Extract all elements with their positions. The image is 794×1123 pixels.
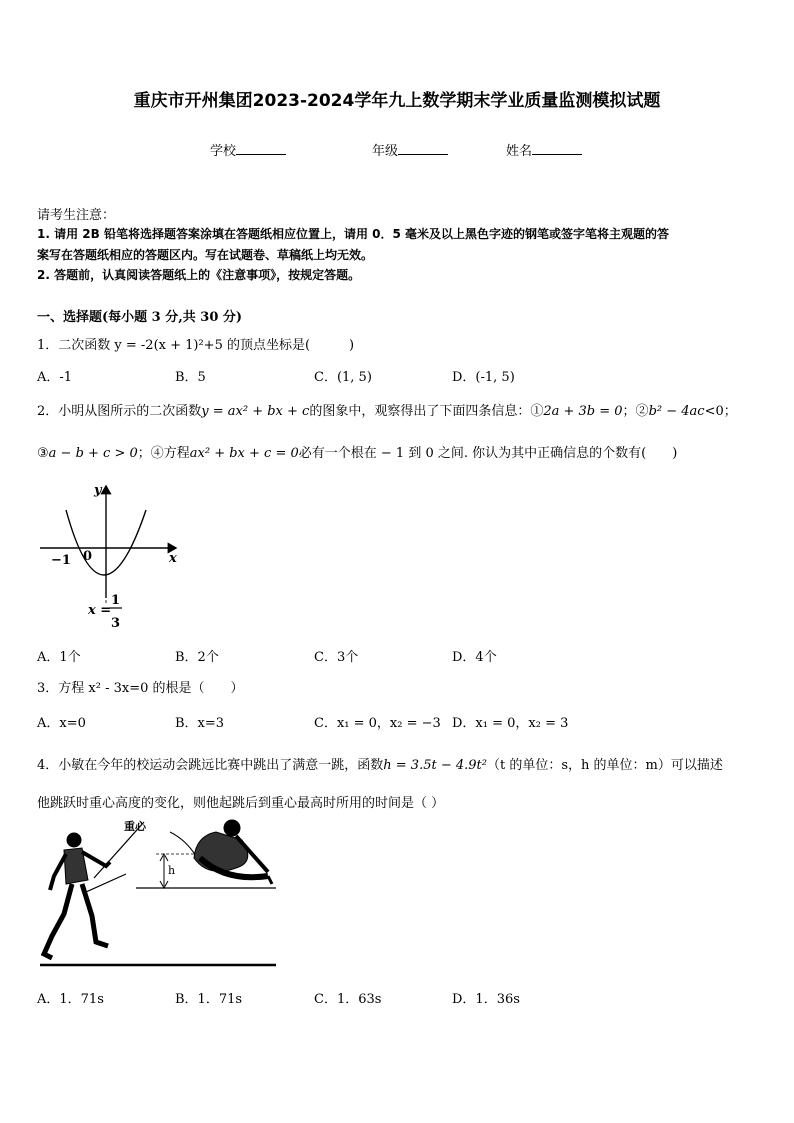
grade-label: 年级 [372,144,399,159]
q1-option-d[interactable]: D．(-1, 5) [452,370,515,385]
q2-info-1: 2a + 3b = 0 [543,404,623,419]
notice-heading: 请考生注意： [37,208,116,223]
q2-function: y = ax² + bx + c [201,404,310,419]
cog-label: 重心 [124,820,146,833]
q2-option-a[interactable]: A．1个 [37,650,81,665]
q2-option-b[interactable]: B．2个 [175,650,219,665]
q4-option-a[interactable]: A．1．71s [37,992,104,1007]
graph-origin: 0 [83,549,93,564]
q4-function: h = 3.5t − 4.9t² [383,758,487,773]
q2-lt-zero: <0； [704,404,737,419]
q4-stem-b: （t 的单位：s，h 的单位：m）可以描述 [486,758,723,773]
question-4-line-2: 他跳跃时重心高度的变化，则他起跳后到重心最高时所用的时间是（ ） [37,796,445,811]
jumper-takeoff [44,822,144,958]
notice-line-2: 案写在答题纸相应的答题区内。写在试题卷、草稿纸上均无效。 [37,248,374,262]
graph-frac-num: 1 [111,593,121,608]
q2-option-c[interactable]: C．3个 [314,650,359,665]
q2-info-2: b² − 4ac [648,404,705,419]
school-field[interactable] [210,140,286,159]
q3-option-d[interactable]: D．x₁ = 0，x₂ = 3 [452,716,569,731]
q1-option-a[interactable]: A．-1 [37,370,73,385]
graph-y-label: y [94,483,102,498]
graph-x-label: x [169,551,177,566]
page-title: 重庆市开州集团2023-2024学年九上数学期末学业质量监测模拟试题 [133,91,661,111]
q2-equation: ax² + bx + c = 0 [189,446,299,461]
q2-line2-b: ；④方程 [137,446,190,461]
q2-line2-c: 必有一个根在 − 1 到 0 之间. 你认为其中正确信息的个数有( ) [298,446,678,461]
section-heading: 一、选择题(每小题 3 分,共 30 分) [37,310,243,325]
q3-option-a[interactable]: A．x=0 [37,716,86,731]
q2-sep-1: ；② [622,404,649,419]
long-jump-figure [36,818,281,970]
grade-field[interactable] [372,140,448,159]
question-3-stem: 3．方程 x² - 3x=0 的根是（ ） [37,681,244,696]
graph-axis-eq: x = [88,603,112,618]
question-1-stem: 1．二次函数 y = -2(x + 1)²+5 的顶点坐标是( ) [37,338,355,353]
q2-option-d[interactable]: D．4个 [452,650,497,665]
jumper-airborne [194,820,272,884]
name-field[interactable] [506,140,582,159]
notice-line-1: 1. 请用 2B 铅笔将选择题答案涂填在答题纸相应位置上，请用 0．5 毫米及以上黑色字迹的钢笔或签字笔将主观题的答 [37,227,669,241]
q1-option-b[interactable]: B．5 [175,370,206,385]
q4-stem-a: 4．小敏在今年的校运动会跳远比赛中跳出了满意一跳，函数 [37,758,384,773]
question-2-line-2 [37,442,677,461]
cog-pointer [170,832,196,856]
height-label: h [168,864,176,877]
q3-option-b[interactable]: B．x=3 [175,716,225,731]
q4-option-b[interactable]: B．1．71s [175,992,243,1007]
school-label: 学校 [210,144,237,159]
question-2-line-1 [37,400,737,419]
notice-line-3: 2. 答题前，认真阅读答题纸上的《注意事项》，按规定答题。 [37,268,361,282]
q2-stem-a: 2．小明从图所示的二次函数 [37,404,202,419]
graph-minus-one: −1 [51,553,71,568]
q2-line2-a: ③ [37,446,49,461]
graph-frac-den: 3 [111,616,121,631]
q4-option-c[interactable]: C．1．63s [314,992,382,1007]
q4-option-d[interactable]: D．1．36s [452,992,520,1007]
q3-option-c[interactable]: C．x₁ = 0，x₂ = −3 [314,716,441,731]
q1-option-c[interactable]: C．(1, 5) [314,370,372,385]
name-label: 姓名 [506,144,533,159]
school-blank[interactable] [236,142,286,155]
parabola-graph [36,480,186,635]
grade-blank[interactable] [398,142,448,155]
q2-info-3: a − b + c > 0 [48,446,138,461]
name-blank[interactable] [532,142,582,155]
q2-stem-b: 的图象中，观察得出了下面四条信息：① [309,404,544,419]
question-4-line-1 [37,754,723,773]
